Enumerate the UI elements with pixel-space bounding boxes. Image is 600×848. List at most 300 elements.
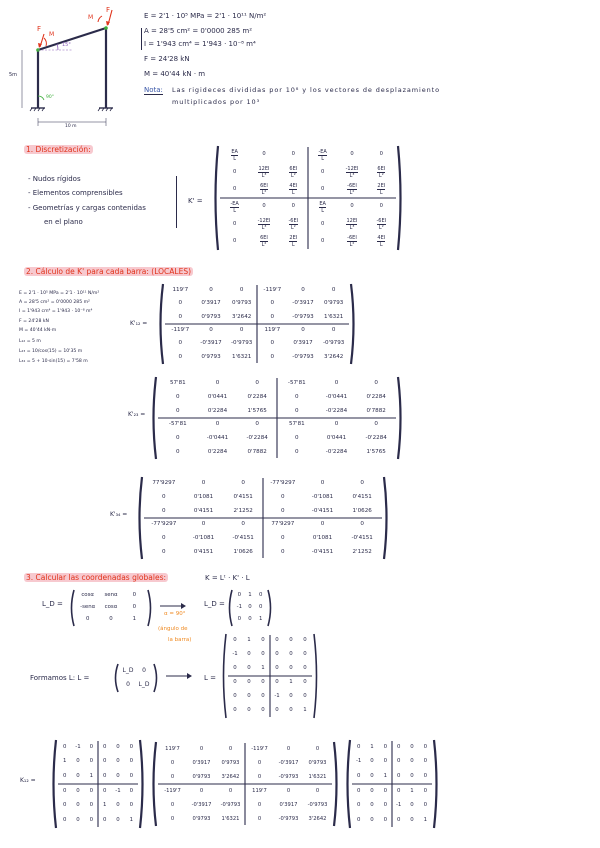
- matrix-cell: 1: [410, 787, 414, 794]
- fraction-denominator: L²: [261, 242, 267, 249]
- ld-result-matrix: [226, 588, 274, 628]
- matrix-cell: -77'9297: [270, 480, 296, 487]
- matrix-cell: 0'4151: [193, 548, 214, 555]
- matrix-cell: 0: [170, 773, 175, 780]
- matrix-cell: 0: [321, 185, 325, 192]
- section-2-title: 2. Cálculo de K' para cada barra: (LOCALES): [26, 267, 192, 276]
- matrix-cell: [279, 166, 308, 179]
- matrix-cell: 0: [178, 353, 183, 360]
- matrix-cell: 0: [396, 817, 401, 824]
- fraction-numerator: EA: [231, 148, 238, 155]
- matrix-cell: [367, 235, 396, 248]
- fraction-numerator: -6EI: [376, 218, 387, 224]
- fraction-denominator: L: [291, 190, 295, 197]
- matrix-cell: [279, 183, 308, 196]
- fraction-denominator: L²: [261, 190, 267, 197]
- property-a: A = 28'5 cm² = 0'0000 285 m²: [144, 27, 253, 35]
- fraction-denominator: L²: [349, 190, 355, 197]
- left-bracket: [154, 742, 157, 826]
- matrix-cell: 0: [275, 665, 279, 672]
- matrix-cell: 0: [255, 421, 259, 428]
- matrix-cell: 0: [270, 313, 275, 320]
- matrix-cell: 0: [289, 665, 293, 672]
- right-bracket: [140, 740, 143, 828]
- right-bracket: [398, 146, 401, 250]
- fraction-denominator: L: [379, 242, 383, 249]
- matrix-cell: 0: [247, 665, 251, 672]
- matrix-cell: 0: [320, 480, 325, 487]
- k23-local-label: K'₂₃ =: [128, 411, 146, 418]
- matrix-cell: 0'9793: [192, 773, 211, 780]
- fraction-numerator: -12EI: [345, 166, 359, 172]
- right-bracket: [334, 742, 337, 826]
- moment-label-2: M: [88, 14, 94, 21]
- matrix-cell: cosα: [81, 592, 94, 599]
- matrix-cell: 0: [233, 168, 237, 175]
- matrix-cell: 0: [116, 758, 120, 765]
- matrix-cell: 0: [396, 787, 401, 794]
- matrix-cell: 0'9793: [221, 759, 240, 766]
- matrix-cell: 0: [258, 604, 263, 611]
- matrix-cell: 0: [199, 745, 204, 752]
- matrix-cell: 0: [76, 817, 80, 824]
- fraction: [347, 183, 357, 196]
- k12-global-label: K₁₂ =: [20, 777, 36, 784]
- matrix-cell: 0: [237, 616, 242, 623]
- matrix-cell: 0: [291, 151, 295, 158]
- bullet-1: - Nudos rígidos: [28, 175, 81, 183]
- fraction-numerator: EA: [319, 200, 326, 207]
- matrix-cell: 0: [239, 327, 244, 334]
- fraction-denominator: L³: [261, 173, 267, 179]
- section-3-title: 3. Calcular las coordenadas globales:: [26, 573, 166, 582]
- matrix-cell: 0: [360, 521, 364, 528]
- matrix-cell: 0: [261, 707, 265, 714]
- matrix-cell: 0'0441: [326, 434, 347, 441]
- matrix-cell: 0: [248, 616, 252, 623]
- matrix-cell: 119'7: [252, 787, 267, 794]
- matrix-cell: 0'9793: [201, 313, 221, 320]
- side-l34: L₃₄ = 5 + 10·sin(15) = 7'58 m: [19, 359, 88, 364]
- matrix-cell: [249, 183, 278, 196]
- matrix-cell: -0'1081: [311, 493, 334, 500]
- matrix-cell: 0: [247, 693, 251, 700]
- matrix-cell: 0: [233, 693, 237, 700]
- fraction-denominator: L²: [378, 225, 384, 231]
- matrix-cell: -0'2284: [246, 434, 268, 441]
- matrix-cell: 0: [331, 287, 336, 294]
- lt-matrix: [50, 738, 146, 830]
- matrix-cell: -0'9793: [307, 801, 328, 808]
- matrix-cell: 0: [303, 651, 307, 658]
- matrix-cell: 0: [129, 743, 134, 750]
- matrix-cell: 0: [162, 507, 166, 514]
- side-a: A = 28'5 cm² = 0'0000 285 m²: [19, 300, 90, 305]
- matrix-cell: 0: [176, 393, 180, 400]
- matrix-cell: 1: [132, 616, 137, 623]
- matrix-cell: 1: [258, 616, 263, 623]
- fraction: [258, 166, 269, 179]
- k12-local-matrix: [157, 282, 357, 366]
- fraction: [346, 218, 357, 231]
- fraction: [319, 201, 326, 214]
- matrix-cell: 0: [228, 787, 233, 794]
- matrix-cell: 0: [289, 651, 293, 658]
- matrix-cell: 0: [315, 787, 320, 794]
- matrix-cell: -119'7: [263, 287, 282, 294]
- matrix-cell: 1: [261, 665, 265, 672]
- matrix-cell: 0'2284: [207, 407, 228, 414]
- matrix-cell: 0: [239, 287, 244, 294]
- fraction-numerator: 4EI: [377, 235, 386, 242]
- matrix-cell: 0'3917: [201, 300, 221, 307]
- alpha-note: α = 90°: [164, 611, 186, 617]
- matrix-cell: 0: [303, 665, 307, 672]
- fraction: [260, 235, 268, 248]
- matrix-cell: 0: [261, 637, 265, 644]
- fraction: [347, 235, 357, 248]
- matrix-cell: 0: [334, 380, 339, 387]
- matrix-cell: 1'6321: [308, 773, 327, 780]
- matrix-cell: 0: [248, 604, 252, 611]
- matrix-cell: 0: [102, 787, 107, 794]
- right-bracket: [434, 740, 437, 828]
- side-l23: L₂₃ = 10/cos(15) = 10'35 m: [19, 349, 83, 354]
- matrix-cell: [337, 183, 366, 196]
- matrix-cell: 0'0441: [207, 393, 228, 400]
- matrix-cell: senα: [104, 592, 118, 599]
- matrix-cell: -0'3917: [278, 759, 299, 766]
- matrix-cell: 0'9793: [323, 300, 344, 307]
- fraction-numerator: 2EI: [289, 235, 298, 242]
- matrix-cell: 0: [233, 185, 237, 192]
- matrix-cell: -77'9297: [151, 521, 177, 528]
- matrix-cell: 0: [62, 743, 67, 750]
- matrix-cell: 0: [255, 380, 259, 387]
- matrix-cell: 0: [383, 802, 388, 809]
- matrix-cell: 0: [178, 340, 183, 347]
- matrix-cell: 0: [116, 817, 120, 824]
- fraction: [260, 183, 268, 196]
- matrix-cell: L_D: [122, 667, 134, 675]
- matrix-cell: 0: [62, 787, 67, 794]
- matrix-cell: -0'4151: [311, 507, 334, 514]
- matrix-cell: 1: [248, 592, 252, 599]
- matrix-cell: -1: [395, 802, 402, 809]
- matrix-cell: [308, 149, 337, 162]
- fraction: [289, 218, 299, 231]
- matrix-cell: -0'0441: [206, 434, 229, 441]
- matrix-cell: 0: [289, 637, 293, 644]
- k12-local-label: K'₁₂ =: [130, 320, 148, 327]
- matrix-cell: 0: [89, 817, 94, 824]
- matrix-cell: 0: [396, 743, 401, 750]
- matrix-cell: 0: [85, 616, 90, 623]
- matrix-cell: -0'9793: [230, 340, 253, 347]
- matrix-cell: 77'9297: [152, 480, 176, 487]
- property-m: M = 40'44 kN · m: [144, 70, 206, 78]
- matrix-cell: [249, 218, 278, 231]
- bullet-2: - Elementos comprensibles: [28, 189, 123, 197]
- force-label-2: F: [106, 6, 111, 14]
- matrix-cell: 0: [295, 434, 299, 441]
- angle-note: (ángulo de: [158, 626, 188, 632]
- left-bracket: [216, 146, 219, 250]
- matrix-cell: [249, 166, 278, 179]
- matrix-cell: 0: [356, 817, 361, 824]
- ld-label: L_D =: [42, 600, 63, 608]
- matrix-cell: 0: [295, 448, 299, 455]
- fraction: [377, 183, 385, 196]
- fraction: [289, 235, 297, 248]
- left-bracket: [116, 664, 119, 692]
- matrix-cell: 0: [410, 758, 414, 765]
- matrix-cell: -0'2284: [365, 434, 387, 441]
- matrix-cell: 57'81: [169, 380, 186, 387]
- fraction: [289, 166, 297, 179]
- matrix-cell: 0: [275, 637, 279, 644]
- base-angle-label: 90°: [46, 95, 54, 100]
- matrix-cell: 0: [379, 151, 383, 158]
- matrix-cell: 0: [247, 651, 251, 658]
- matrix-cell: 0: [281, 548, 285, 555]
- matrix-cell: 0: [170, 815, 175, 822]
- matrix-cell: [337, 166, 366, 179]
- matrix-cell: 0: [233, 220, 237, 227]
- matrix-cell: 0'3917: [279, 801, 298, 808]
- matrix-cell: 0: [176, 434, 180, 441]
- matrix-cell: 0: [356, 773, 361, 780]
- matrix-cell: [279, 235, 308, 248]
- matrix-cell: 0: [237, 592, 242, 599]
- fraction-numerator: 12EI: [346, 218, 358, 224]
- matrix-cell: -0'0441: [325, 393, 348, 400]
- matrix-cell: 0: [356, 802, 361, 809]
- fraction-numerator: 2EI: [377, 183, 386, 190]
- matrix-cell: 0: [215, 380, 220, 387]
- note-text-2: multiplicados por 10³: [172, 98, 261, 106]
- matrix-cell: 0: [247, 707, 251, 714]
- matrix-cell: 0: [350, 203, 354, 210]
- matrix-cell: 0: [257, 773, 262, 780]
- matrix-cell: 0: [170, 801, 175, 808]
- matrix-cell: 0: [129, 758, 134, 765]
- matrix-cell: 0: [301, 327, 305, 334]
- matrix-cell: 0: [102, 743, 107, 750]
- ld-matrix: [68, 588, 154, 628]
- fraction: [289, 183, 297, 196]
- matrix-cell: 0: [176, 407, 180, 414]
- matrix-cell: 0: [410, 802, 414, 809]
- matrix-cell: 2'1252: [233, 507, 253, 514]
- matrix-cell: 0: [410, 743, 414, 750]
- fraction-numerator: 6EI: [260, 183, 268, 190]
- matrix-cell: -1: [115, 787, 121, 794]
- matrix-cell: 1: [423, 817, 428, 824]
- matrix-cell: 0: [321, 168, 325, 175]
- matrix-cell: 0: [261, 679, 265, 686]
- matrix-cell: 1: [129, 817, 134, 824]
- matrix-cell: 57'81: [288, 421, 305, 428]
- matrix-cell: 0: [162, 493, 166, 500]
- property-e: E = 2'1 · 10⁵ MPa = 2'1 · 10¹¹ N/m²: [144, 12, 267, 20]
- matrix-cell: [367, 166, 396, 179]
- fraction-numerator: 6EI: [260, 235, 268, 242]
- k34-local-matrix: [136, 475, 390, 561]
- matrix-cell: 0: [258, 592, 263, 599]
- matrix-cell: 0: [261, 651, 265, 658]
- matrix-cell: 1: [303, 707, 307, 714]
- matrix-cell: 0: [370, 758, 374, 765]
- side-e: E = 2'1 · 10⁵ MPa = 2'1 · 10¹¹ N/m²: [19, 291, 100, 296]
- matrix-cell: 119'7: [264, 327, 281, 334]
- matrix-cell: 3'2642: [221, 773, 240, 780]
- matrix-cell: 0: [116, 743, 120, 750]
- fraction: [258, 218, 271, 231]
- fraction: [377, 218, 387, 231]
- matrix-cell: 0: [281, 493, 285, 500]
- matrix-cell: 0: [295, 407, 299, 414]
- matrix-cell: 0: [370, 802, 374, 809]
- fraction-numerator: -EA: [318, 148, 327, 155]
- left-bracket: [72, 590, 75, 626]
- matrix-cell: 0: [129, 773, 134, 780]
- matrix-cell: [220, 149, 249, 162]
- matrix-cell: 0: [233, 707, 237, 714]
- matrix-cell: 0: [423, 758, 428, 765]
- right-bracket: [314, 634, 317, 718]
- matrix-cell: 0: [396, 758, 401, 765]
- matrix-cell: 1'6321: [323, 313, 344, 320]
- matrix-cell: 0: [383, 817, 388, 824]
- matrix-cell: 1'0626: [233, 548, 253, 555]
- matrix-cell: 0: [233, 679, 237, 686]
- matrix-cell: -0'3917: [191, 801, 212, 808]
- matrix-cell: 0: [295, 393, 299, 400]
- matrix-cell: 0: [262, 151, 266, 158]
- matrix-cell: 1: [102, 802, 107, 809]
- matrix-cell: 0'1081: [312, 534, 333, 541]
- matrix-cell: 1'0626: [352, 507, 372, 514]
- matrix-cell: 0: [233, 665, 237, 672]
- matrix-cell: -57'81: [168, 421, 187, 428]
- matrix-cell: 0: [383, 758, 388, 765]
- fraction-numerator: -6EI: [347, 183, 357, 190]
- matrix-cell: -senα: [80, 604, 96, 611]
- matrix-cell: 0: [129, 787, 134, 794]
- matrix-cell: 0: [321, 220, 325, 227]
- matrix-cell: [367, 218, 396, 231]
- fraction-denominator: L: [321, 155, 325, 162]
- matrix-cell: 0: [241, 480, 245, 487]
- property-f: F = 24'28 kN: [144, 55, 190, 63]
- matrix-cell: 0: [89, 787, 94, 794]
- matrix-cell: 0'3917: [192, 759, 211, 766]
- matrix-cell: 0: [270, 340, 275, 347]
- matrix-cell: 0: [257, 759, 262, 766]
- matrix-cell: 1'6321: [221, 815, 240, 822]
- matrix-cell: 0'9793: [192, 815, 211, 822]
- matrix-cell: 0: [241, 521, 245, 528]
- matrix-cell: 0'3917: [293, 340, 313, 347]
- matrix-cell: 0: [116, 773, 120, 780]
- k34-local-label: K'₃₄ =: [110, 511, 128, 518]
- matrix-cell: 0: [176, 448, 180, 455]
- matrix-cell: -0'9793: [220, 801, 241, 808]
- fraction: [318, 149, 326, 162]
- matrix-cell: 0: [209, 327, 213, 334]
- matrix-cell: -1: [232, 651, 238, 658]
- matrix-cell: -0'9793: [278, 815, 299, 822]
- fraction-denominator: L: [233, 207, 237, 214]
- property-i: I = 1'943 cm⁴ = 1'943 · 10⁻⁸ m⁴: [144, 40, 256, 48]
- matrix-cell: 0: [374, 380, 378, 387]
- left-bracket: [348, 740, 351, 828]
- matrix-cell: 0: [62, 773, 67, 780]
- l-block-matrix: [112, 662, 160, 694]
- fraction: [231, 149, 238, 162]
- matrix-cell: -0'4151: [351, 534, 373, 541]
- matrix-cell: 0'2284: [366, 393, 386, 400]
- matrix-cell: 0: [178, 300, 183, 307]
- matrix-cell: 0: [275, 679, 279, 686]
- ld-result-label: L_D =: [204, 600, 225, 608]
- matrix-cell: 0: [126, 681, 130, 689]
- matrix-cell: 0: [257, 815, 262, 822]
- matrix-cell: 0'2284: [207, 448, 228, 455]
- note-text: Las rigideces divididas por 10⁸ y los vectores de desplazamiento: [172, 86, 440, 94]
- right-bracket: [148, 590, 151, 626]
- left-bracket: [224, 634, 227, 718]
- matrix-cell: 0: [270, 353, 275, 360]
- matrix-cell: -0'9793: [292, 353, 314, 360]
- fraction-numerator: -6EI: [288, 218, 299, 224]
- fraction-numerator: 6EI: [377, 166, 386, 172]
- moment-label-1: M: [49, 31, 55, 38]
- matrix-cell: 0: [270, 300, 275, 307]
- matrix-cell: 0: [286, 745, 291, 752]
- matrix-cell: 0: [334, 421, 339, 428]
- matrix-cell: 0: [291, 203, 295, 210]
- matrix-cell: 0: [109, 616, 113, 623]
- matrix-cell: 1'5765: [247, 407, 267, 414]
- matrix-cell: 0: [321, 237, 325, 244]
- matrix-cell: 1'5765: [366, 448, 386, 455]
- matrix-cell: 0'7882: [247, 448, 267, 455]
- matrix-cell: -119'7: [251, 745, 268, 752]
- matrix-cell: 119'7: [165, 745, 180, 752]
- matrix-cell: 0: [62, 817, 67, 824]
- fraction-denominator: L²: [349, 242, 355, 249]
- matrix-cell: -1: [75, 743, 81, 750]
- matrix-cell: -0'4151: [232, 534, 254, 541]
- fraction-denominator: L³: [349, 173, 355, 179]
- left-bracket: [140, 477, 143, 559]
- fraction: [377, 166, 385, 179]
- fraction: [230, 201, 238, 214]
- matrix-cell: 0: [170, 759, 175, 766]
- matrix-cell: 0: [356, 743, 361, 750]
- matrix-cell: -0'3917: [200, 340, 222, 347]
- matrix-cell: 0: [275, 651, 279, 658]
- right-bracket: [351, 284, 354, 364]
- matrix-cell: 0: [199, 787, 204, 794]
- matrix-cell: 0: [360, 480, 364, 487]
- matrix-cell: 0: [423, 743, 428, 750]
- fraction-denominator: L²: [290, 225, 296, 231]
- matrix-cell: 0'4151: [352, 493, 372, 500]
- matrix-cell: 0: [379, 203, 383, 210]
